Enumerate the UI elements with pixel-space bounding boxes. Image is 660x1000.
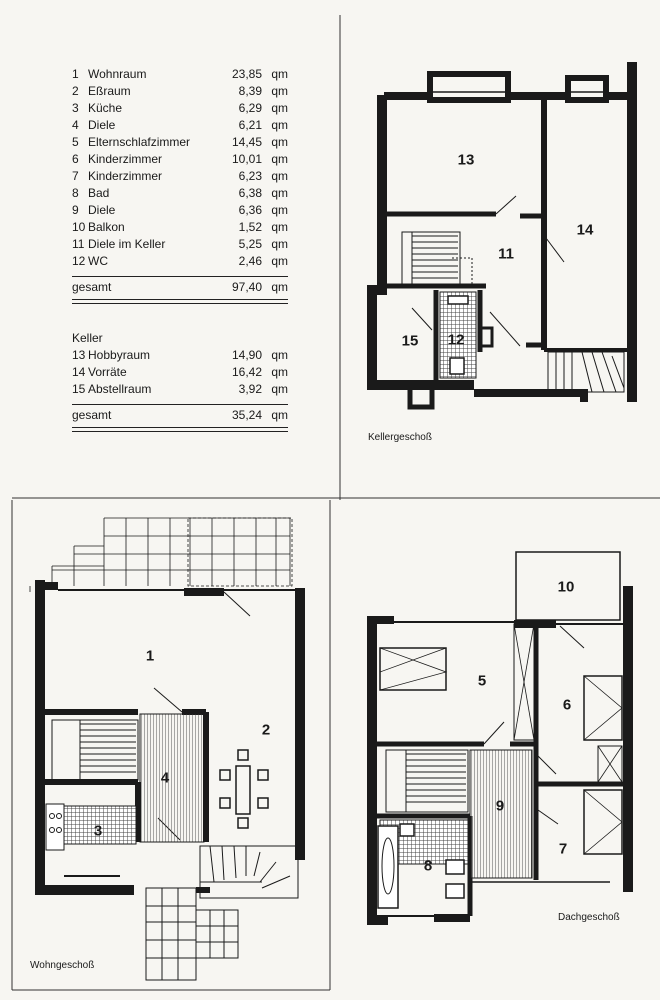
room-label-2: 2 bbox=[261, 721, 271, 739]
room-name: Wohnraum bbox=[88, 67, 147, 81]
room-number: 10 bbox=[72, 220, 86, 234]
plan-wohngeschoss bbox=[30, 518, 300, 980]
room-name: Abstellraum bbox=[88, 382, 152, 396]
room-label-10: 10 bbox=[557, 578, 575, 596]
room-number: 9 bbox=[72, 203, 79, 217]
room-label-9: 9 bbox=[495, 797, 505, 815]
room-number: 14 bbox=[72, 365, 86, 379]
room-area: 16,42 bbox=[231, 365, 262, 379]
room-area: 14,45 bbox=[231, 135, 262, 149]
room-area: 14,90 bbox=[231, 348, 262, 362]
room-name: Diele im Keller bbox=[88, 237, 166, 251]
room-row bbox=[72, 219, 288, 236]
room-area: 2,46 bbox=[238, 254, 262, 268]
room-unit: qm bbox=[271, 118, 288, 132]
room-label-14: 14 bbox=[576, 221, 594, 239]
room-label-5: 5 bbox=[477, 672, 487, 690]
room-number: 12 bbox=[72, 254, 86, 268]
keller-total-underline bbox=[72, 427, 288, 432]
room-label-1: 1 bbox=[145, 647, 155, 665]
room-number: 11 bbox=[72, 237, 85, 251]
room-row bbox=[72, 117, 288, 134]
room-name: Vorräte bbox=[88, 365, 127, 379]
room-area: 6,23 bbox=[238, 169, 262, 183]
room-row bbox=[72, 100, 288, 117]
room-unit: qm bbox=[271, 382, 288, 396]
room-unit: qm bbox=[271, 152, 288, 166]
room-area: 6,36 bbox=[238, 203, 262, 217]
room-unit: qm bbox=[271, 365, 288, 379]
room-number: 3 bbox=[72, 101, 79, 115]
room-label-4: 4 bbox=[160, 769, 170, 787]
room-unit: qm bbox=[271, 169, 288, 183]
room-schedule bbox=[72, 66, 288, 432]
room-name: Kinderzimmer bbox=[88, 152, 163, 166]
room-number: 8 bbox=[72, 186, 79, 200]
room-name: Hobbyraum bbox=[88, 348, 151, 362]
room-label-6: 6 bbox=[562, 696, 572, 714]
room-number: 7 bbox=[72, 169, 79, 183]
room-area: 3,92 bbox=[238, 382, 262, 396]
room-row bbox=[72, 134, 288, 151]
room-unit: qm bbox=[271, 203, 288, 217]
room-row bbox=[72, 168, 288, 185]
room-area: 6,21 bbox=[238, 118, 262, 132]
room-label-12: 12 bbox=[447, 331, 465, 349]
room-area: 1,52 bbox=[238, 220, 262, 234]
room-name: Kinderzimmer bbox=[88, 169, 163, 183]
room-unit: qm bbox=[271, 186, 288, 200]
keller-total-label: gesamt bbox=[72, 408, 112, 422]
room-row bbox=[72, 236, 288, 253]
room-number: 1 bbox=[72, 67, 79, 81]
keller-total-unit: qm bbox=[271, 408, 288, 422]
room-number: 4 bbox=[72, 118, 79, 132]
total-label: gesamt bbox=[72, 280, 112, 294]
room-number: 13 bbox=[72, 348, 86, 362]
room-row bbox=[72, 151, 288, 168]
total-underline bbox=[72, 299, 288, 304]
room-name: Diele bbox=[88, 203, 116, 217]
room-area: 6,29 bbox=[238, 101, 262, 115]
room-name: Küche bbox=[88, 101, 123, 115]
room-unit: qm bbox=[271, 348, 288, 362]
room-name: Bad bbox=[88, 186, 110, 200]
total-row bbox=[72, 276, 288, 296]
room-label-3: 3 bbox=[93, 822, 103, 840]
room-label-13: 13 bbox=[457, 151, 475, 169]
total-area: 97,40 bbox=[231, 280, 262, 294]
keller-room-list bbox=[72, 347, 288, 398]
room-row bbox=[72, 83, 288, 100]
room-label-8: 8 bbox=[423, 857, 433, 875]
room-name: Eßraum bbox=[88, 84, 131, 98]
room-unit: qm bbox=[271, 67, 288, 81]
total-unit: qm bbox=[271, 280, 288, 294]
room-name: Diele bbox=[88, 118, 116, 132]
room-row bbox=[72, 253, 288, 270]
room-row bbox=[72, 364, 288, 381]
room-area: 5,25 bbox=[238, 237, 262, 251]
floor-label-dach: Dachgeschoß bbox=[558, 912, 620, 923]
room-area: 8,39 bbox=[238, 84, 262, 98]
room-unit: qm bbox=[271, 135, 288, 149]
room-unit: qm bbox=[271, 254, 288, 268]
room-area: 10,01 bbox=[231, 152, 262, 166]
floor-label-keller: Kellergeschoß bbox=[368, 432, 432, 443]
room-row bbox=[72, 202, 288, 219]
room-label-7: 7 bbox=[558, 840, 568, 858]
room-number: 15 bbox=[72, 382, 86, 396]
room-row bbox=[72, 185, 288, 202]
room-number: 5 bbox=[72, 135, 79, 149]
keller-heading: Keller bbox=[72, 331, 103, 345]
room-name: Balkon bbox=[88, 220, 125, 234]
keller-total-row bbox=[72, 404, 288, 424]
room-unit: qm bbox=[271, 101, 288, 115]
room-row bbox=[72, 347, 288, 364]
plan-dachgeschoss bbox=[372, 552, 628, 920]
room-unit: qm bbox=[271, 220, 288, 234]
room-list bbox=[72, 66, 288, 270]
room-name: WC bbox=[88, 254, 108, 268]
room-name: Elternschlafzimmer bbox=[88, 135, 191, 149]
room-area: 6,38 bbox=[238, 186, 262, 200]
room-row bbox=[72, 381, 288, 398]
room-label-11: 11 bbox=[498, 245, 514, 263]
room-area: 23,85 bbox=[231, 67, 262, 81]
room-number: 2 bbox=[72, 84, 79, 98]
room-unit: qm bbox=[271, 84, 288, 98]
room-number: 6 bbox=[72, 152, 79, 166]
room-label-15: 15 bbox=[401, 332, 419, 350]
room-row bbox=[72, 66, 288, 83]
floor-label-wohn: Wohngeschoß bbox=[30, 960, 95, 971]
keller-total-area: 35,24 bbox=[231, 408, 262, 422]
room-unit: qm bbox=[271, 237, 288, 251]
